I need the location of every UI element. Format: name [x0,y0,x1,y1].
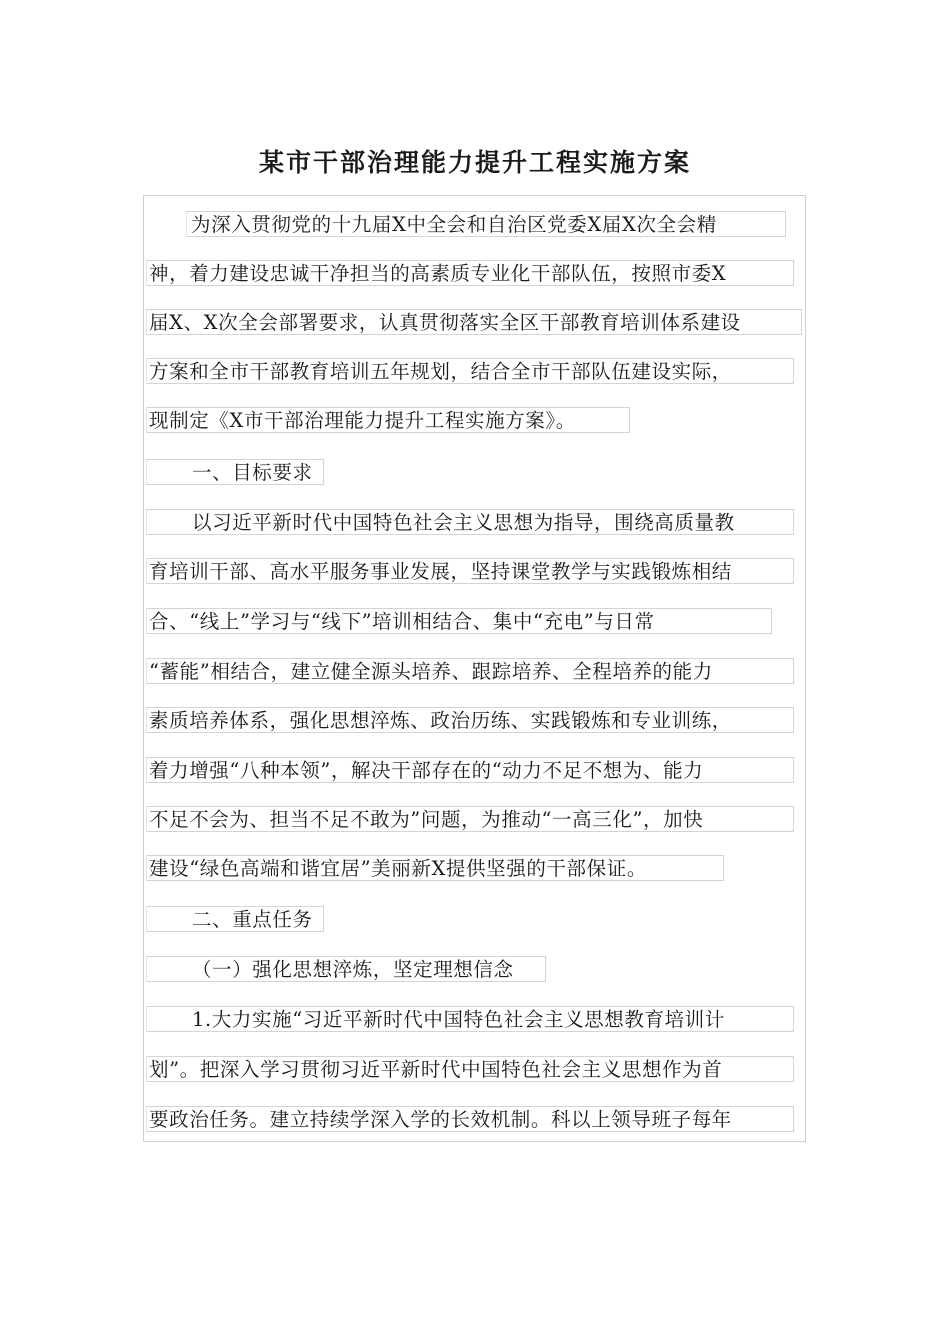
text-line: 育培训干部、高水平服务事业发展，坚持课堂教学与实践锻炼相结 [146,558,794,584]
text-line: “蓄能”相结合，建立健全源头培养、跟踪培养、全程培养的能力 [146,658,794,684]
text-line: 届X、X次全会部署要求，认真贯彻落实全区干部教育培训体系建设 [146,309,802,335]
section-heading: 二、重点任务 [146,906,324,932]
text-line: 合、“线上”学习与“线下”培训相结合、集中“充电”与日常 [146,608,772,634]
text-line: 划”。把深入学习贯彻习近平新时代中国特色社会主义思想作为首 [146,1056,794,1082]
text-line: 为深入贯彻党的十九届X中全会和自治区党委X届X次全会精 [186,211,786,237]
text-line: 神，着力建设忠诚干净担当的高素质专业化干部队伍，按照市委X [146,260,794,286]
text-line: 以习近平新时代中国特色社会主义思想为指导，围绕高质量教 [146,509,794,535]
text-line: 建设“绿色高端和谐宜居”美丽新X提供坚强的干部保证。 [146,855,724,881]
text-line: 不足不会为、担当不足不敢为”问题，为推动“一高三化”，加快 [146,806,794,832]
text-line: 素质培养体系，强化思想淬炼、政治历练、实践锻炼和专业训练， [146,707,794,733]
document-title: 某市干部治理能力提升工程实施方案 [258,148,691,177]
text-line: 1.大力实施“习近平新时代中国特色社会主义思想教育培训计 [146,1006,794,1032]
text-line: 要政治任务。建立持续学深入学的长效机制。科以上领导班子每年 [146,1106,794,1132]
text-line: 方案和全市干部教育培训五年规划，结合全市干部队伍建设实际， [146,358,794,384]
text-line: 着力增强“八种本领”，解决干部存在的“动力不足不想为、能力 [146,757,794,783]
subsection-heading: （一）强化思想淬炼，坚定理想信念 [146,956,546,982]
section-heading: 一、目标要求 [146,459,324,485]
text-line: 现制定《X市干部治理能力提升工程实施方案》。 [146,407,630,433]
